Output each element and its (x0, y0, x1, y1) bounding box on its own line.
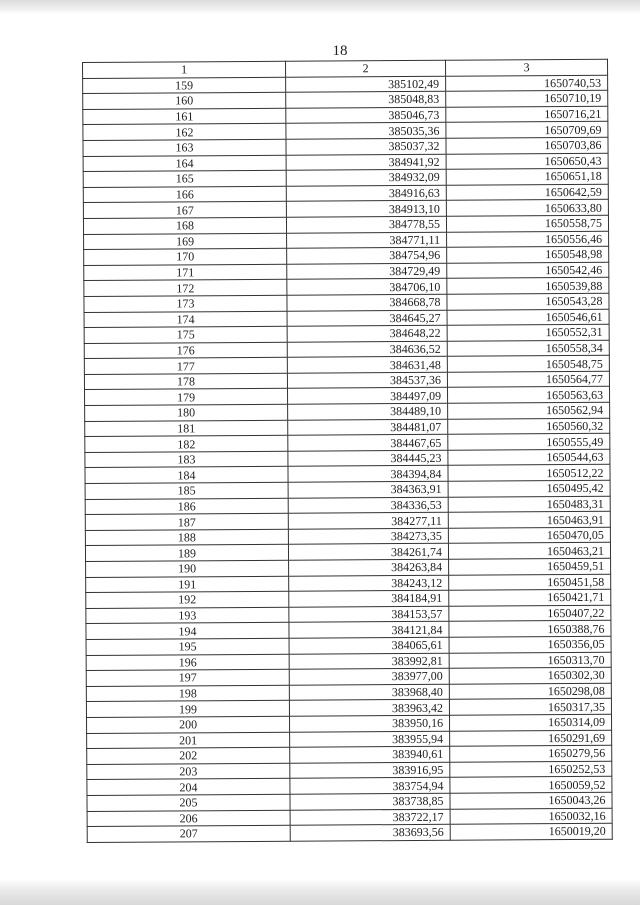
point-number-cell: 162 (83, 124, 286, 141)
y-coordinate-cell: 1650539,88 (447, 278, 609, 295)
y-coordinate-cell: 1650451,58 (449, 574, 611, 591)
scan-shadow-top (0, 0, 640, 14)
y-coordinate-cell: 1650252,53 (450, 761, 612, 778)
point-number-cell: 206 (87, 810, 290, 827)
point-number-cell: 182 (85, 435, 288, 452)
x-coordinate-cell: 384636,52 (287, 341, 447, 358)
x-coordinate-cell: 384336,53 (288, 497, 448, 514)
point-number-cell: 171 (84, 264, 287, 281)
point-number-cell: 198 (86, 685, 289, 702)
point-number-cell: 167 (83, 202, 286, 219)
point-number-cell: 173 (84, 295, 287, 312)
x-coordinate-cell: 385046,73 (286, 107, 446, 124)
point-number-cell: 193 (86, 607, 289, 624)
point-number-cell: 202 (87, 747, 290, 764)
point-number-cell: 186 (85, 498, 288, 515)
point-number-cell: 183 (85, 451, 288, 468)
x-coordinate-cell: 384941,92 (286, 154, 446, 171)
y-coordinate-cell: 1650558,34 (447, 340, 609, 357)
y-coordinate-cell: 1650043,26 (450, 792, 612, 809)
y-coordinate-cell: 1650421,71 (449, 589, 611, 606)
point-number-cell: 189 (85, 545, 288, 562)
column-header-3: 3 (445, 59, 607, 76)
page-number: 18 (332, 43, 348, 59)
y-coordinate-cell: 1650548,75 (447, 356, 609, 373)
y-coordinate-cell: 1650548,98 (447, 246, 609, 263)
point-number-cell: 192 (86, 591, 289, 608)
point-number-cell: 194 (86, 623, 289, 640)
x-coordinate-cell: 383693,56 (290, 824, 450, 841)
x-coordinate-cell: 383738,85 (290, 793, 450, 810)
y-coordinate-cell: 1650562,94 (448, 402, 610, 419)
y-coordinate-cell: 1650463,21 (448, 543, 610, 560)
y-coordinate-cell: 1650556,46 (447, 231, 609, 248)
x-coordinate-cell: 384065,61 (289, 637, 449, 654)
x-coordinate-cell: 384481,07 (288, 419, 448, 436)
x-coordinate-cell: 383992,81 (289, 653, 449, 670)
x-coordinate-cell: 384467,65 (288, 435, 448, 452)
x-coordinate-cell: 385102,49 (286, 76, 446, 93)
y-coordinate-cell: 1650558,75 (446, 215, 608, 232)
x-coordinate-cell: 384153,57 (289, 606, 449, 623)
point-number-cell: 181 (85, 420, 288, 437)
x-coordinate-cell: 383916,95 (290, 762, 450, 779)
x-coordinate-cell: 384445,23 (288, 450, 448, 467)
y-coordinate-cell: 1650032,16 (450, 808, 612, 825)
point-number-cell: 204 (87, 779, 290, 796)
y-coordinate-cell: 1650291,69 (450, 730, 612, 747)
table-row (87, 823, 612, 842)
point-number-cell: 199 (86, 701, 289, 718)
x-coordinate-cell: 384121,84 (289, 622, 449, 639)
x-coordinate-cell: 384668,78 (287, 294, 447, 311)
y-coordinate-cell: 1650302,30 (449, 667, 611, 684)
x-coordinate-cell: 384778,55 (286, 216, 446, 233)
point-number-cell: 179 (85, 389, 288, 406)
point-number-cell: 170 (84, 248, 287, 265)
y-coordinate-cell: 1650710,19 (446, 90, 608, 107)
y-coordinate-cell: 1650495,42 (448, 480, 610, 497)
x-coordinate-cell: 384497,09 (287, 388, 447, 405)
x-coordinate-cell: 384916,63 (286, 185, 446, 202)
point-number-cell: 191 (86, 576, 289, 593)
x-coordinate-cell: 383754,94 (290, 778, 450, 795)
point-number-cell: 176 (84, 342, 287, 359)
y-coordinate-cell: 1650552,31 (447, 324, 609, 341)
point-number-cell: 159 (83, 77, 286, 94)
scan-shadow-bottom (0, 879, 640, 905)
point-number-cell: 169 (84, 233, 287, 250)
point-number-cell: 207 (87, 825, 290, 842)
point-number-cell: 174 (84, 311, 287, 328)
y-coordinate-cell: 1650560,32 (448, 418, 610, 435)
y-coordinate-cell: 1650633,80 (446, 200, 608, 217)
point-number-cell: 163 (83, 139, 286, 156)
point-number-cell: 185 (85, 482, 288, 499)
x-coordinate-cell: 383963,42 (289, 700, 449, 717)
column-header-1: 1 (83, 61, 286, 78)
y-coordinate-cell: 1650463,91 (448, 512, 610, 529)
y-coordinate-cell: 1650716,21 (446, 106, 608, 123)
x-coordinate-cell: 383955,94 (290, 731, 450, 748)
x-coordinate-cell: 385048,83 (286, 91, 446, 108)
y-coordinate-cell: 1650483,31 (448, 496, 610, 513)
point-number-cell: 178 (84, 373, 287, 390)
point-number-cell: 180 (85, 404, 288, 421)
x-coordinate-cell: 383950,16 (290, 715, 450, 732)
y-coordinate-cell: 1650703,86 (446, 137, 608, 154)
y-coordinate-cell: 1650356,05 (449, 636, 611, 653)
point-number-cell: 177 (84, 358, 287, 375)
point-number-cell: 203 (87, 763, 290, 780)
point-number-cell: 165 (83, 170, 286, 187)
y-coordinate-cell: 1650651,18 (446, 168, 608, 185)
point-number-cell: 184 (85, 467, 288, 484)
x-coordinate-cell: 385037,32 (286, 138, 446, 155)
point-number-cell: 168 (83, 217, 286, 234)
x-coordinate-cell: 384706,10 (287, 279, 447, 296)
x-coordinate-cell: 384363,91 (288, 481, 448, 498)
y-coordinate-cell: 1650512,22 (448, 465, 610, 482)
x-coordinate-cell: 384394,84 (288, 466, 448, 483)
point-number-cell: 161 (83, 108, 286, 125)
x-coordinate-cell: 384913,10 (286, 201, 446, 218)
x-coordinate-cell: 384263,84 (289, 559, 449, 576)
y-coordinate-cell: 1650650,43 (446, 153, 608, 170)
y-coordinate-cell: 1650642,59 (446, 184, 608, 201)
point-number-cell: 205 (87, 794, 290, 811)
x-coordinate-cell: 384631,48 (287, 357, 447, 374)
y-coordinate-cell: 1650059,52 (450, 777, 612, 794)
x-coordinate-cell: 384537,36 (287, 372, 447, 389)
x-coordinate-cell: 384261,74 (288, 544, 448, 561)
point-number-cell: 190 (86, 560, 289, 577)
coordinates-table (82, 59, 613, 843)
y-coordinate-cell: 1650314,09 (449, 714, 611, 731)
point-number-cell: 187 (85, 513, 288, 530)
x-coordinate-cell: 383968,40 (289, 684, 449, 701)
y-coordinate-cell: 1650407,22 (449, 605, 611, 622)
x-coordinate-cell: 384184,91 (289, 590, 449, 607)
point-number-cell: 160 (83, 92, 286, 109)
y-coordinate-cell: 1650543,28 (447, 293, 609, 310)
x-coordinate-cell: 384273,35 (288, 528, 448, 545)
point-number-cell: 175 (84, 326, 287, 343)
y-coordinate-cell: 1650563,63 (447, 387, 609, 404)
y-coordinate-cell: 1650544,63 (448, 449, 610, 466)
y-coordinate-cell: 1650555,49 (448, 434, 610, 451)
x-coordinate-cell: 384243,12 (289, 575, 449, 592)
point-number-cell: 200 (87, 716, 290, 733)
point-number-cell: 172 (84, 280, 287, 297)
x-coordinate-cell: 384645,27 (287, 310, 447, 327)
point-number-cell: 201 (87, 732, 290, 749)
point-number-cell: 196 (86, 654, 289, 671)
y-coordinate-cell: 1650313,70 (449, 652, 611, 669)
table-body (83, 59, 613, 842)
y-coordinate-cell: 1650546,61 (447, 309, 609, 326)
y-coordinate-cell: 1650279,56 (450, 745, 612, 762)
x-coordinate-cell: 384489,10 (288, 403, 448, 420)
y-coordinate-cell: 1650388,76 (449, 621, 611, 638)
x-coordinate-cell: 384277,11 (288, 512, 448, 529)
point-number-cell: 195 (86, 638, 289, 655)
x-coordinate-cell: 383977,00 (289, 668, 449, 685)
x-coordinate-cell: 384729,49 (287, 263, 447, 280)
y-coordinate-cell: 1650470,05 (448, 527, 610, 544)
x-coordinate-cell: 383940,61 (290, 746, 450, 763)
point-number-cell: 197 (86, 669, 289, 686)
point-number-cell: 188 (85, 529, 288, 546)
y-coordinate-cell: 1650019,20 (450, 823, 612, 840)
y-coordinate-cell: 1650298,08 (449, 683, 611, 700)
y-coordinate-cell: 1650542,46 (447, 262, 609, 279)
x-coordinate-cell: 384932,09 (286, 169, 446, 186)
y-coordinate-cell: 1650564,77 (447, 371, 609, 388)
column-header-2: 2 (285, 60, 445, 77)
y-coordinate-cell: 1650740,53 (446, 75, 608, 92)
x-coordinate-cell: 384754,96 (287, 247, 447, 264)
y-coordinate-cell: 1650317,35 (449, 699, 611, 716)
point-number-cell: 166 (83, 186, 286, 203)
point-number-cell: 164 (83, 155, 286, 172)
y-coordinate-cell: 1650709,69 (446, 122, 608, 139)
x-coordinate-cell: 384648,22 (287, 325, 447, 342)
x-coordinate-cell: 383722,17 (290, 809, 450, 826)
x-coordinate-cell: 385035,36 (286, 123, 446, 140)
y-coordinate-cell: 1650459,51 (449, 558, 611, 575)
x-coordinate-cell: 384771,11 (287, 232, 447, 249)
